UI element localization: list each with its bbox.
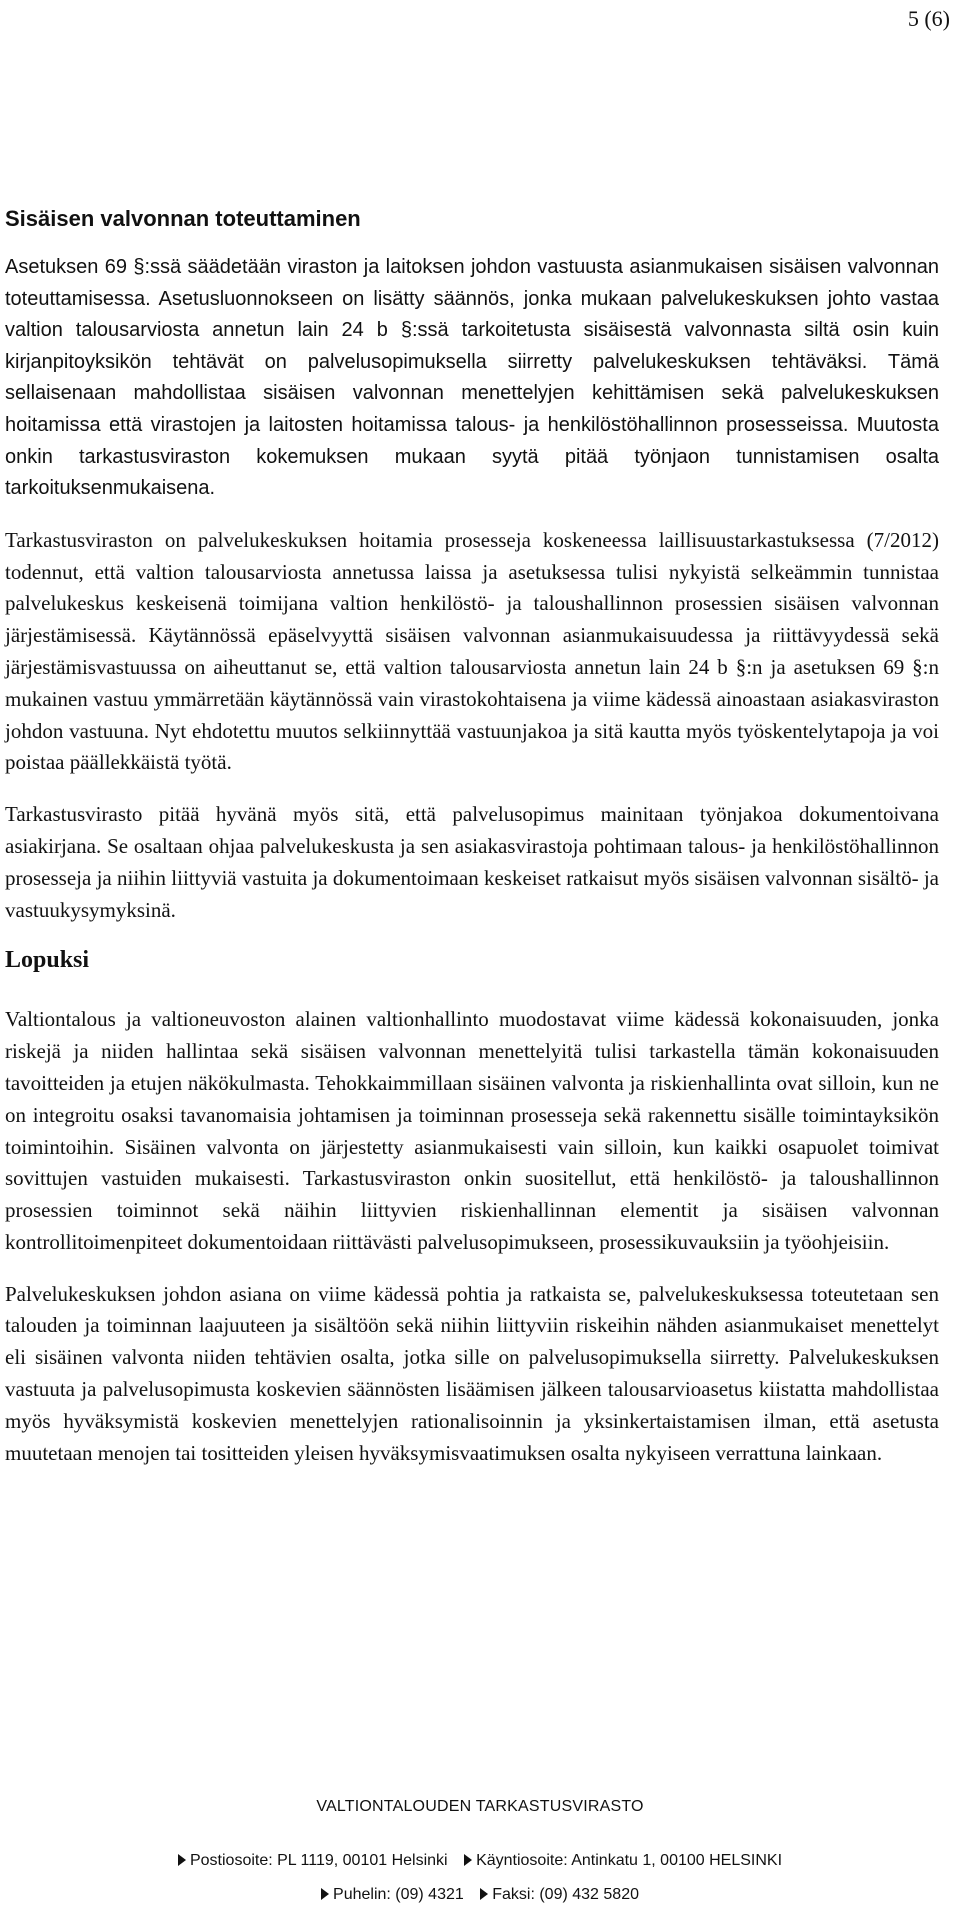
arrow-right-icon bbox=[321, 1888, 329, 1900]
phone-text: Puhelin: (09) 4321 bbox=[333, 1886, 464, 1903]
footer-phone bbox=[321, 1886, 464, 1904]
footer-fax bbox=[480, 1886, 639, 1904]
section-title-conclusion: Lopuksi bbox=[5, 947, 90, 974]
section-audit-findings bbox=[5, 525, 939, 927]
paragraph: Asetuksen 69 §:ssä säädetään viraston ja laitoksen johdon vastuusta asianmukaisen sisäisen valvonnan toteuttamisessa. Asetusluonnokseen on lisätty säännös, jonka mukaan palvelukeskuksen johto vastaa valtion talousarviosta annetun lain 24 b §:ssä tarkoitetusta sisäisestä valvonnasta siltä osin kuin kirjanpitoyksikön tehtävät on palvelusopimuksella siirretty palvelukeskuksen tehtäväksi. Tämä sellaisenaan mahdollistaa sisäisen valvonnan menettelyjen kehittämisen sekä palvelukeskuksen hoitamissa että virastojen ja laitosten hoitamissa talous- ja henkilöstöhallinnon prosesseissa. Muutosta onkin tarkastusviraston kokemuksen mukaan syytä pitää työnjaon tunnistamisen osalta tarkoituksenmukaisena. bbox=[5, 256, 939, 500]
footer-organization: VALTIONTALOUDEN TARKASTUSVIRASTO bbox=[316, 1798, 644, 1815]
section-internal-control bbox=[5, 206, 939, 505]
arrow-right-icon bbox=[464, 1854, 472, 1866]
section-title-internal-control: Sisäisen valvonnan toteuttaminen bbox=[5, 206, 361, 231]
postal-address-text: Postiosoite: PL 1119, 00101 Helsinki bbox=[189, 1852, 448, 1869]
footer-postal-address bbox=[178, 1852, 448, 1870]
fax-text: Faksi: (09) 432 5820 bbox=[492, 1886, 639, 1903]
paragraph: Palvelukeskuksen johdon asiana on viime kädessä pohtia ja ratkaista se, palvelukeskuksessa toteutetaan sen talouden ja toiminnan laajuuteen ja sisältöön sekä niihin liittyviin riskeihin nähden asianmukaiset menettelyt eli sisäinen valvonta niiden tehtävien osalta, jotka sille on palvelusopimuksella siirretty. Palvelukeskuksen vastuuta ja palvelusopimusta koskevien säännösten lisäämisen jälkeen talousarvioasetus kiistatta mahdollistaa myös hyväksymistä koskevien menettelyjen rationalisoinnin ja yksinkertaistamisen ilman, että asetusta muutetaan menojen tai tositteiden yleisen hyväksymisvaatimuksen osalta nykyiseen verrattuna lainkaan. bbox=[5, 1281, 939, 1465]
page-number: 5 (6) bbox=[907, 6, 950, 31]
section-conclusion bbox=[5, 946, 939, 1469]
footer-visiting-address bbox=[464, 1852, 782, 1870]
arrow-right-icon bbox=[480, 1888, 488, 1900]
footer-address-line bbox=[0, 1852, 960, 1870]
arrow-right-icon bbox=[178, 1854, 186, 1866]
paragraph: Tarkastusvirasto pitää hyvänä myös sitä, että palvelusopimus mainitaan työnjakoa dokumentoivana asiakirjana. Se osaltaan ohjaa palvelukeskusta ja sen asiakasvirastoja pohtimaan talous- ja henkilöstöhallinnon prosesseja ja niihin liittyviä vastuita ja dokumentoimaan keskeiset ratkaisut myös sisäisen valvonnan sisältö- ja vastuukysymyksinä. bbox=[5, 802, 939, 922]
document-body bbox=[5, 206, 939, 1489]
paragraph: Valtiontalous ja valtioneuvoston alainen valtionhallinto muodostavat viime kädessä kokonaisuuden, jonka riskejä ja niiden hallintaa sekä sisäisen valvonnan menettelyitä tulisi tarkastella tämän kokonaisuuden tavoitteiden ja etujen näkökulmasta. Tehokkaimmillaan sisäinen valvonta ja riskienhallinta ovat silloin, kun ne on integroitu osaksi tavanomaisia johtamisen ja toiminnan prosesseja sekä rakennettu sisälle toimintayksikön toimintoihin. Sisäinen valvonta on järjestetty asianmukaisesti vain silloin, kun kaikki osapuolet toimivat sovittujen vastuiden mukaisesti. Tarkastusviraston onkin suositellut, että henkilöstö- ja taloushallinnon prosessien toiminnot sekä näihin liittyvien riskienhallinnan elementit ja sisäisen valvonnan kontrollitoimenpiteet dokumentoidaan riittävästi palvelusopimukseen, prosessikuvauksiin ja työohjeisiin. bbox=[5, 1007, 939, 1254]
paragraph: Tarkastusviraston on palvelukeskuksen hoitamia prosesseja koskeneessa laillisuustarkastuksessa (7/2012) todennut, että valtion talousarviosta annetussa laissa ja asetuksessa tulisi nykyistä selkeämmin tunnistaa palvelukeskus keskeisenä toimijana valtion henkilöstö- ja taloushallinnon prosessien sisäisen valvonnan järjestämisessä. Käytännössä epäselvyyttä sisäisen valvonnan asianmukaisuudessa ja riittävyydessä sekä järjestämisvastuussa on aiheuttanut se, että valtion talousarviosta annetun lain 24 b §:n ja asetuksen 69 §:n mukainen vastuu ymmärretään käytännössä vain virastokohtaisena ja viime kädessä ainoastaan asiakasviraston johdon vastuuna. Nyt ehdotettu muutos selkiinnyttää vastuunjakoa ja sitä kautta myös työskentelytapoja ja voi poistaa päällekkäistä työtä. bbox=[5, 527, 939, 775]
visiting-address-text: Käyntiosoite: Antinkatu 1, 00100 HELSINKI bbox=[476, 1852, 783, 1869]
footer-contact-line bbox=[0, 1886, 960, 1904]
